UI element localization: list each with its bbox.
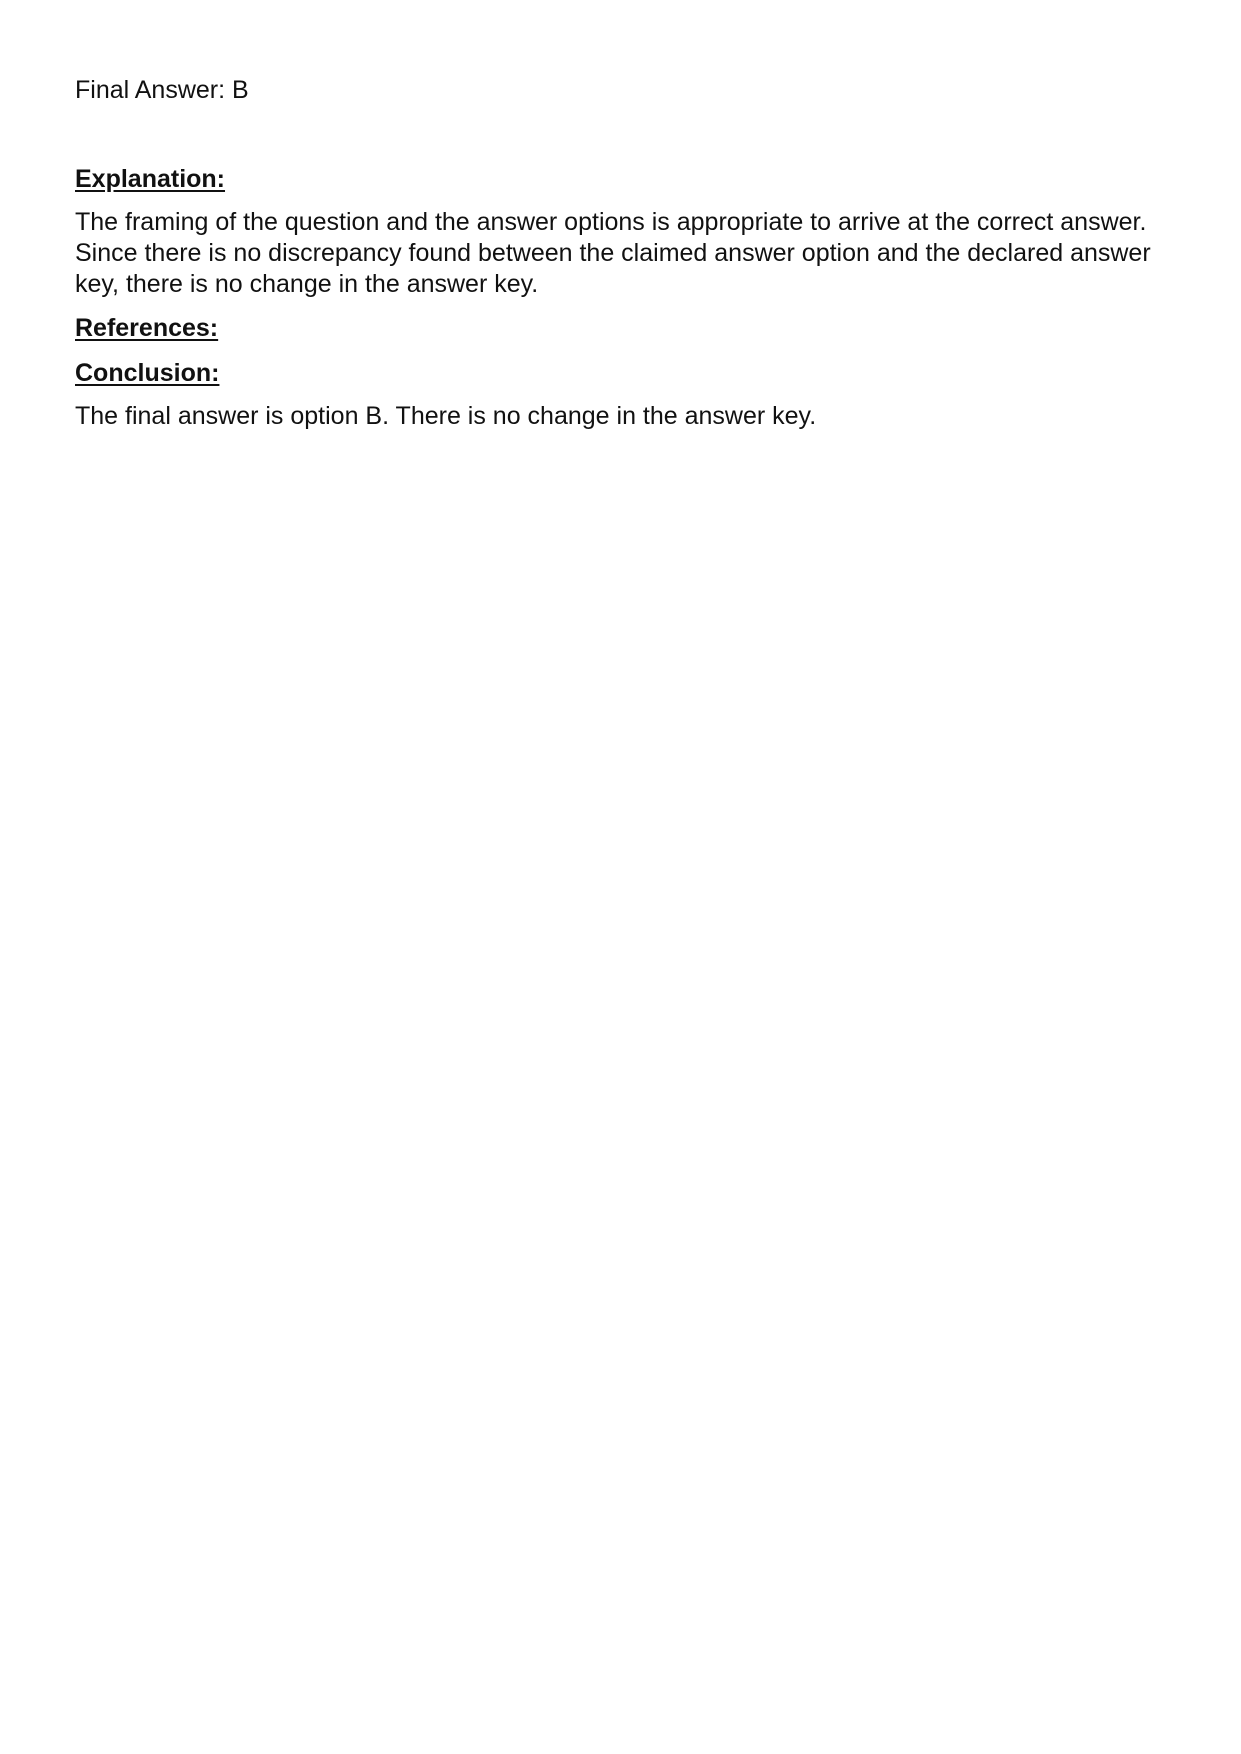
document-content <box>75 73 1170 443</box>
conclusion-text: The final answer is option B. There is no change in the answer key. <box>75 402 817 430</box>
final-answer-line: Final Answer: B <box>75 76 249 104</box>
references-heading: References: <box>75 314 219 342</box>
explanation-heading: Explanation: <box>75 165 226 193</box>
conclusion-heading: Conclusion: <box>75 359 220 387</box>
explanation-text: The framing of the question and the answer options is appropriate to arrive at the correct answer. Since there is no discrepancy found between the claimed answer option and the declared answer key, there is no change in the answer key. <box>75 208 1151 298</box>
